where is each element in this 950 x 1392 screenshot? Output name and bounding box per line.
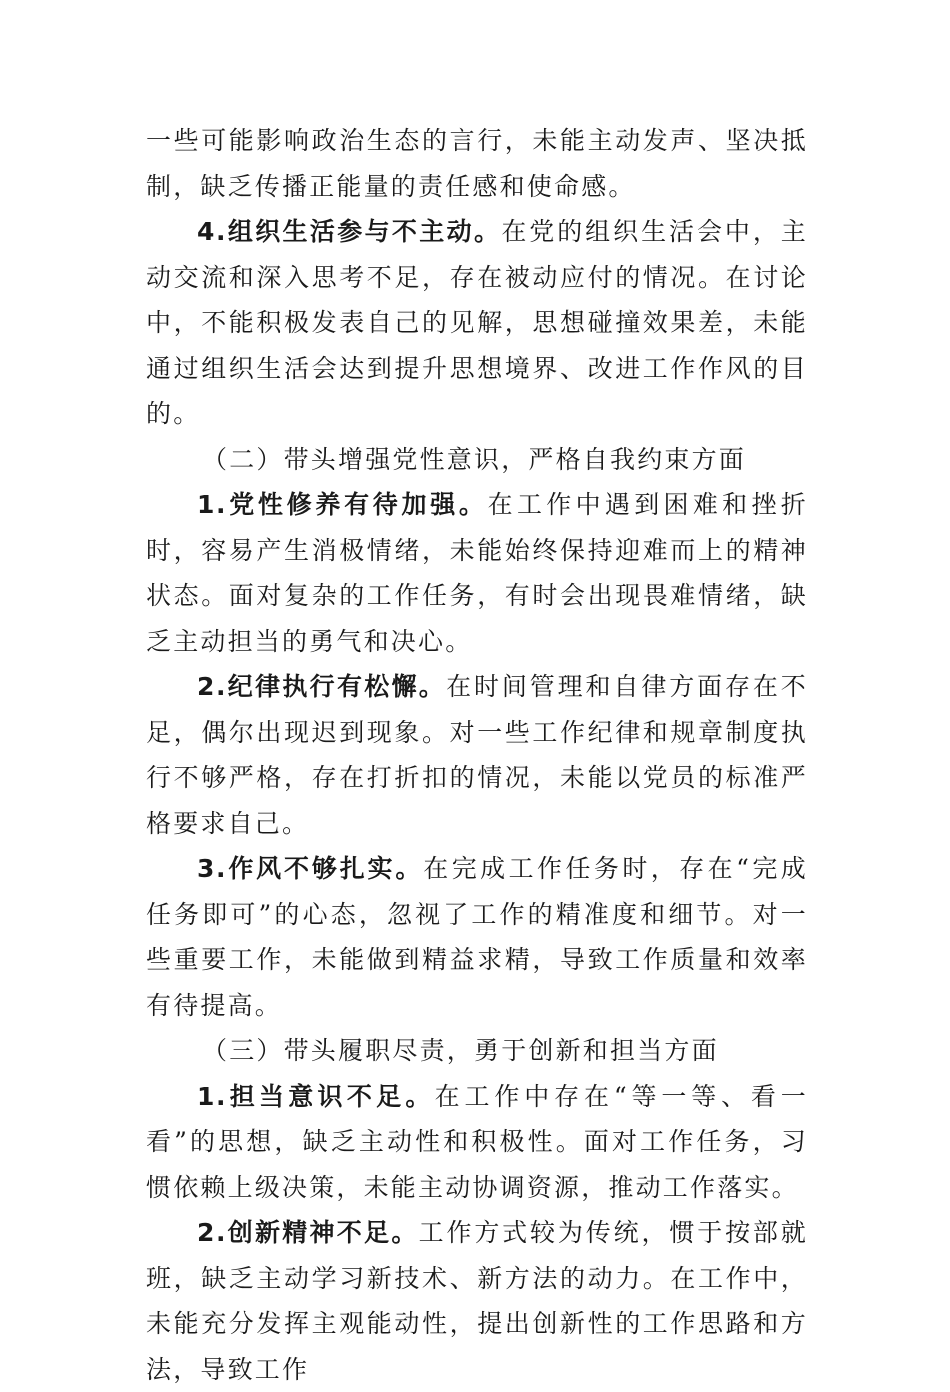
item-lead: 4.组织生活参与不主动。 (197, 217, 502, 246)
paragraph-item-1b (146, 1074, 808, 1211)
item-text: 工作方式较为传统，惯于按部就班，缺乏主动学习新技术、新方法的动力。在工作中，未能充分发挥主观能动性，提出创新性的工作思路和方法，导致工作 (146, 1218, 808, 1384)
heading-text: （三）带头履职尽责，勇于创新和担当方面 (202, 1036, 719, 1065)
heading-text: （二）带头增强党性意识，严格自我约束方面 (202, 444, 747, 474)
item-text: 在工作中存在“等一等、看一看”的思想，缺乏主动性和积极性。面对工作任务，习惯依赖上级决策，未能主动协调资源，推动工作落实。 (146, 1081, 808, 1202)
item-lead: 2.创新精神不足。 (197, 1218, 419, 1247)
paragraph-item-1 (146, 482, 808, 664)
paragraph-continuation (146, 118, 808, 209)
item-lead: 1.担当意识不足。 (197, 1081, 435, 1111)
item-text: 在完成工作任务时，存在“完成任务即可”的心态，忽视了工作的精准度和细节。对一些重要工作，未能做到精益求精，导致工作质量和效率有待提高。 (146, 854, 808, 1020)
paragraph-item-2 (146, 664, 808, 846)
item-text: 在时间管理和自律方面存在不足，偶尔出现迟到现象。对一些工作纪律和规章制度执行不够严格，存在打折扣的情况，未能以党员的标准严格要求自己。 (146, 672, 808, 838)
item-lead: 3.作风不够扎实。 (197, 854, 424, 883)
section-heading-3 (146, 1028, 808, 1074)
section-heading-2 (146, 437, 808, 483)
paragraph-item-2b (146, 1210, 808, 1392)
item-lead: 1.党性修养有待加强。 (197, 490, 488, 519)
paragraph-item-3 (146, 846, 808, 1028)
paragraph-item-4 (146, 209, 808, 437)
item-lead: 2.纪律执行有松懈。 (197, 672, 447, 701)
item-text: 在工作中遇到困难和挫折时，容易产生消极情绪，未能始终保持迎难而上的精神状态。面对复杂的工作任务，有时会出现畏难情绪，缺乏主动担当的勇气和决心。 (146, 490, 809, 656)
document-page (146, 118, 808, 1392)
paragraph-text: 一些可能影响政治生态的言行，未能主动发声、坚决抵制，缺乏传播正能量的责任感和使命感。 (146, 126, 808, 201)
item-text: 在党的组织生活会中，主动交流和深入思考不足，存在被动应付的情况。在讨论中，不能积极发表自己的见解，思想碰撞效果差，未能通过组织生活会达到提升思想境界、改进工作作风的目的。 (146, 217, 809, 428)
